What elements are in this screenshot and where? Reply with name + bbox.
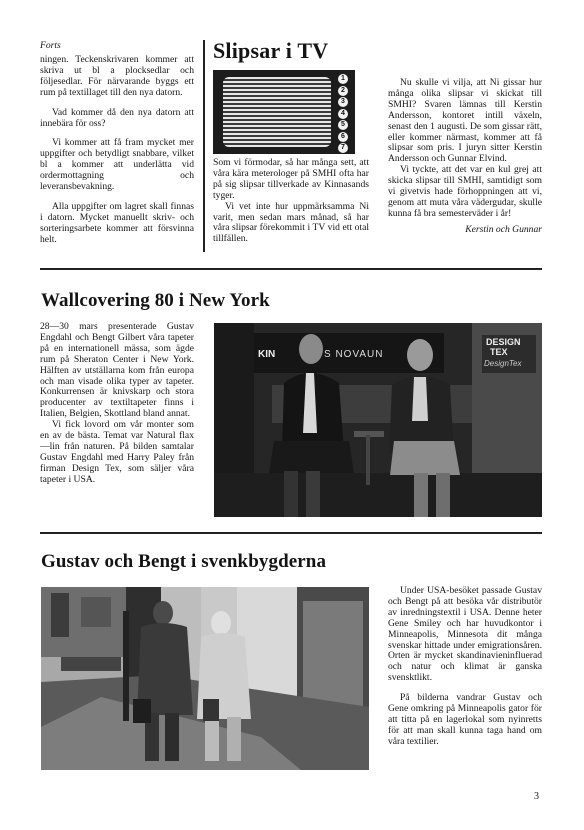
street-photo — [41, 587, 369, 770]
slipsar-title: Slipsar i TV — [213, 38, 329, 63]
col2-slipsar-article — [213, 38, 369, 245]
forts-label: Forts — [40, 40, 61, 51]
tv-screen — [223, 77, 331, 147]
col3-paragraph: Vi tyckte, att det var en kul grej att skicka slipsar till SMHI, samtidigt som vi givetvis hade förhoppningen att vi, genom att muta våra vädergudar, skulle kunna få bra semesterväder i år! — [388, 164, 542, 219]
col3-paragraph: Nu skulle vi vilja, att Ni gissar hur många olika slipsar vi skickat till SMHI? Svaren lämnas till Kerstin Andersson, kontoret intill växeln, senast den 1 augusti. De som gissar rätt, eller kommer närmast, kommer att få slipsar som pris. I juryn sitter Kerstin Andersson och Gunnar Elvind. — [388, 77, 542, 165]
tv-channel-knob: 1 — [338, 74, 348, 84]
tv-channel-knob: 7 — [338, 143, 348, 153]
col1-paragraph: Vi kommer att få fram mycket mer uppgifter och betydligt snabbare, vilket bl a kommer att underlätta vid ordermottagning och leveransbevakning. — [40, 137, 194, 193]
col2-paragraph: Som vi förmodar, så har många sett, att våra kära meterologer på SMHI ofta har på sig slipsar tillverkade av Kinnasands tyger. — [213, 157, 369, 201]
sign-tex: TEX — [490, 347, 508, 357]
col1-paragraph: ningen. Teckenskrivaren kommer att skriva ut bl a plocksedlar och följesedlar. För närvarande byggs ett rum på textillaget till den nya datorn. — [40, 54, 194, 98]
tv-channel-knob: 6 — [338, 132, 348, 142]
col1-paragraph: Vad kommer då den nya datorn att innebära för oss? — [40, 106, 194, 129]
tv-channel-knobs — [338, 74, 350, 155]
tv-channel-knob: 5 — [338, 120, 348, 130]
col1-paragraph: Alla uppgifter om lagret skall finnas i datorn. Mycket manuellt skriv- och sorteringsarbete kommer att försvinna helt. — [40, 200, 194, 245]
sign-kin: KIN — [258, 349, 276, 360]
trade-fair-photo — [214, 323, 542, 517]
gustav-paragraph: På bilderna vandrar Gustav och Gene omkring på Minneapolis gator för att titta på en lagerlokal som nyinretts för att man skall kunna taga hand om våra textilier. — [388, 692, 542, 747]
street-illustration — [41, 587, 369, 770]
signature: Kerstin och Gunnar — [465, 223, 542, 235]
page-number: 3 — [534, 791, 539, 802]
wallcovering-title: Wallcovering 80 i New York — [41, 290, 270, 311]
wallcovering-paragraph: Vi fick lovord om vår monter som en av de bästa. Temat var Natural flax—lin från naturen. På bilden samtalar Gustav Engdahl med Harry Paley från firman Design Tex, som säljer våra tapeter i USA. — [40, 419, 194, 485]
section-divider — [40, 268, 542, 270]
col1-forts-article — [40, 40, 194, 246]
tv-channel-knob: 4 — [338, 109, 348, 119]
wallcovering-paragraph: 28—30 mars presenterade Gustav Engdahl och Bengt Gilbert våra tapeter på en internationell mässa, som ägde rum på Sheraton Center i New York. Hälften av utställarna kom från europa och man visade olika typer av tapeter. Konkurrensen är knivskarp och stora producenter av textiltapeter finns i Italien, Belgien, Skottland bland annat. — [40, 321, 194, 420]
sign-design: DESIGN — [486, 337, 521, 347]
gustav-text — [388, 586, 542, 748]
tv-channel-knob: 3 — [338, 97, 348, 107]
column-divider — [203, 40, 205, 252]
tv-channel-knob: 2 — [338, 86, 348, 96]
tv-testcard-image — [213, 70, 355, 154]
section-divider — [40, 532, 542, 534]
col3-contest-article — [388, 78, 542, 235]
sign-novaun: S NOVAUN — [324, 349, 384, 360]
wallcovering-text — [40, 322, 194, 486]
sign-designtex: DesignTex — [484, 359, 522, 368]
gustav-paragraph: Under USA-besöket passade Gustav och Bengt på att besöka vår distributör av inredningstextil i USA. Denne heter Gene Smiley och har huvudkontor i Minneapolis, Minnesota dit många svenskar hittade under emigrationsåren. Orten är mycket skandinavieninfluerad och natur och klimat är ganska svensktlikt. — [388, 585, 542, 684]
gustav-title: Gustav och Bengt i svenkbygderna — [41, 551, 327, 572]
col2-paragraph: Vi vet inte hur uppmärksamma Ni varit, men sedan mars månad, så har våra slipsar förekommit i TV vid ett otal tillfällen. — [213, 200, 369, 245]
